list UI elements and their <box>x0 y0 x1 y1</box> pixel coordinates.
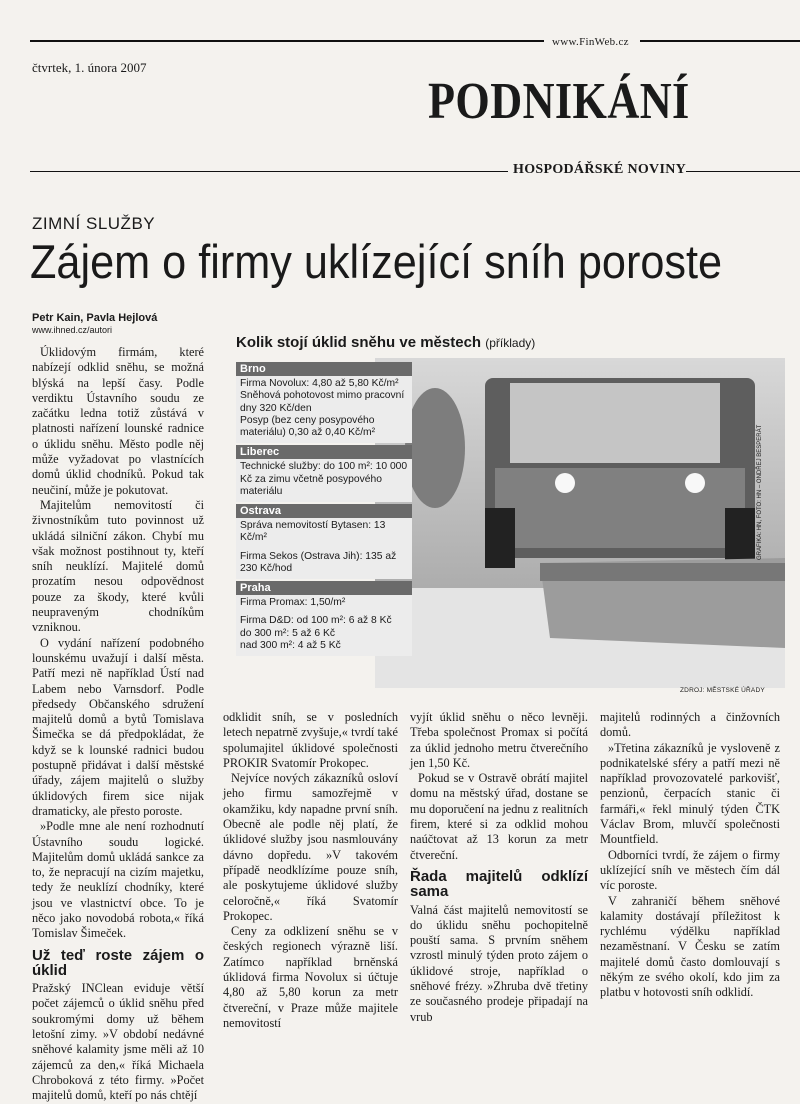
paragraph: vyjít úklid sněhu o něco levněji. Třeba společnost Promax si počítá za úklid jednoho metru čtverečního jen 1,50 Kč. <box>410 710 588 770</box>
section-rule-left <box>30 171 508 172</box>
paragraph: Odborníci tvrdí, že zájem o firmy uklízející sníh ve městech čím dál víc poroste. <box>600 847 780 893</box>
paragraph: Pražský INClean eviduje větší počet zájemců o úklid sněhu před soukromými domy už během letošní zimy. »V období nedávné sněhové kalamity jsme měli až 10 zájemců za den,« říká Michaela Chroboková z této firmy. »Počet majitelů domů, kteří po nás chtějí <box>32 981 204 1103</box>
paragraph: majitelů rodinných a činžovních domů. <box>600 710 780 740</box>
price-entry: do 300 m²: 5 až 6 Kč <box>240 627 336 639</box>
paragraph: V zahraničí během sněhové kalamity dostávají příležitost k rychlému výdělku například nezaměstnaní. V Česku se zatím majitelé domů často domlouvají s někým ze svého okolí, kdo jim za platbu v hotovosti sníh odklidí. <box>600 893 780 1000</box>
price-entry: Firma Promax: 1,50/m² <box>240 597 346 609</box>
city-label-liberec: Liberec <box>236 445 412 459</box>
article-column-4 <box>600 710 780 1001</box>
city-label-praha: Praha <box>236 581 412 595</box>
infobox-title <box>236 334 535 351</box>
article-column-3 <box>410 710 588 1025</box>
city-label-brno: Brno <box>236 362 412 376</box>
subheading: Řada majitelů odklízí sama <box>410 867 588 901</box>
article-column-2 <box>223 710 398 1031</box>
paragraph: Valná část majitelů nemovitostí se do úklidu sněhu pochopitelně pouští sama. S prvním sněhem vzrostl minulý týden proto zájem o úklidové stroje, například o sněhové frézy. »Zhruba dvě třetiny ze současného prodeje připadají na vrub <box>410 902 588 1024</box>
city-entries <box>236 459 412 502</box>
paragraph: Nejvíce nových zákazníků osloví jeho firmu samozřejmě v okamžiku, kdy napadne první sníh. Obecně ale podle něj platí, že úklidové služby jsou nasmlouvány dávno dopředu. »V takovém případě neodklízíme pouze sníh, ale poskytujeme úklidové služby celoročně,« říká Svatomír Prokopec. <box>223 771 398 923</box>
price-entry: Správa nemovitostí Bytasen: 13 Kč/m² <box>240 520 386 544</box>
article-column-1 <box>32 345 204 1104</box>
photo-credit: GRAFIKA: HN, FOTO: HN – ONDŘEJ BESPERÁT <box>757 424 763 560</box>
rubric: ZIMNÍ SLUŽBY <box>32 214 156 233</box>
section-title: PODNIKÁNÍ <box>428 73 690 130</box>
price-entry: Firma D&D: od 100 m²: 6 až 8 Kč <box>240 615 392 627</box>
masthead-rule-right <box>640 40 800 42</box>
infobox-title-text: Kolik stojí úklid sněhu ve městech <box>236 334 482 351</box>
paragraph: Úklidovým firmám, které nabízejí odklid sněhu, se možná blýská na lepší časy. Podle verdiktu Ústavního soudu ze začátku ledna totiž zůstává v platnosti nařízení lounské radnice o úklidu sněhu. Město podle něj může vyžadovat po vlastnících domů úklid chodníků. Pokud tak neučiní, může je pokutovat. <box>32 345 204 497</box>
paragraph: »Podle mne ale není rozhodnutí Ústavního soudu logické. Majitelům domů ukládá sankce za to, že nepracují na cizím majetku, tedy že neuklízí chodníky, které jsou ve vlastnictví obce. To je něco jako novodobá robota,« říká Tomislav Šimeček. <box>32 819 204 941</box>
masthead-url[interactable]: www.FinWeb.cz <box>552 36 629 48</box>
snow-plow-photo <box>375 358 785 688</box>
paper-name: HOSPODÁŘSKÉ NOVINY <box>513 162 687 177</box>
paragraph: Pokud se v Ostravě obrátí majitel domu na městský úřad, dostane se mu doporučení na jednu z realitních firem, které si za odklid mohou naúčtovat až 13 korun za metr čtvereční. <box>410 771 588 862</box>
city-entries <box>236 518 412 579</box>
price-entry: Technické služby: do 100 m²: 10 000 Kč za zimu včetně posypového materiálu <box>240 461 408 497</box>
section-rule-right <box>686 171 800 172</box>
city-label-ostrava: Ostrava <box>236 504 412 518</box>
price-entry: Sněhová pohotovost mimo pracovní dny 320 Kč/den <box>240 390 405 414</box>
price-entry: Firma Sekos (Ostrava Jih): 135 až 230 Kč/hod <box>240 550 397 574</box>
city-entries <box>236 595 412 656</box>
price-list <box>236 360 412 656</box>
issue-date: čtvrtek, 1. února 2007 <box>32 60 147 75</box>
price-entry: nad 300 m²: 4 až 5 Kč <box>240 639 341 651</box>
paragraph: Majitelům nemovitostí či živnostníkům tuto povinnost už ukládá silniční zákon. Chybí mu však možnost postihnout ty, kteří sníh neuklízí. Majitelé domů prozatím nesou odpovědnost pouze za škody, které kvůli neupraveným chodníkům vzniknou. <box>32 497 204 635</box>
price-entry: Firma Novolux: 4,80 až 5,80 Kč/m² <box>240 378 399 390</box>
price-entry: Posyp (bez ceny posypového materiálu) 0,30 až 0,40 Kč/m² <box>240 414 376 439</box>
subheading: Už teď roste zájem o úklid <box>32 946 204 979</box>
authors: Petr Kain, Pavla Hejlová <box>32 312 158 324</box>
paragraph: O vydání nařízení podobného lounskému uvažují i další města. Patří mezi ně například Ústí nad Labem nebo Varnsdorf. Podle předsedy Občanského sdružení majitelů domů a bytů Tomislava Šimečka se dá předpokládat, že když se k lounské radnici budou postupně přidávat i další městské úřady, zájem majitelů o služby úklidových firem sice nijak dramaticky, ale přesto poroste. <box>32 635 204 818</box>
infobox-subtitle: (příklady) <box>485 336 536 350</box>
infobox-source: ZDROJ: MĚSTSKÉ ÚŘADY <box>680 687 765 694</box>
paragraph: Ceny za odklizení sněhu se v českých regionech výrazně liší. Zatímco například brněnská úklidová firma Novolux si účtuje 4,80 až 5,80 korun za metr čtvereční, v Praze může majitele nemovitostí <box>223 924 398 1030</box>
city-entries <box>236 376 412 443</box>
headline: Zájem o firmy uklízející sníh poroste <box>30 235 723 288</box>
paragraph: odklidit sníh, se v posledních letech nepatrně zvyšuje,« tvrdí také spolumajitel úklidové společnosti PROKIR Svatomír Prokopec. <box>223 710 398 770</box>
author-link[interactable]: www.ihned.cz/autori <box>32 325 113 335</box>
paragraph: »Třetina zákazníků je vysloveně z podnikatelské sféry a patří mezi ně například provozovatelé parkovišť, penzionů, čerpacích stanic či farmáři,« řekl minulý týden ČTK Václav Brom, mluvčí společnosti Mountfield. <box>600 740 780 847</box>
masthead-rule <box>30 40 544 42</box>
